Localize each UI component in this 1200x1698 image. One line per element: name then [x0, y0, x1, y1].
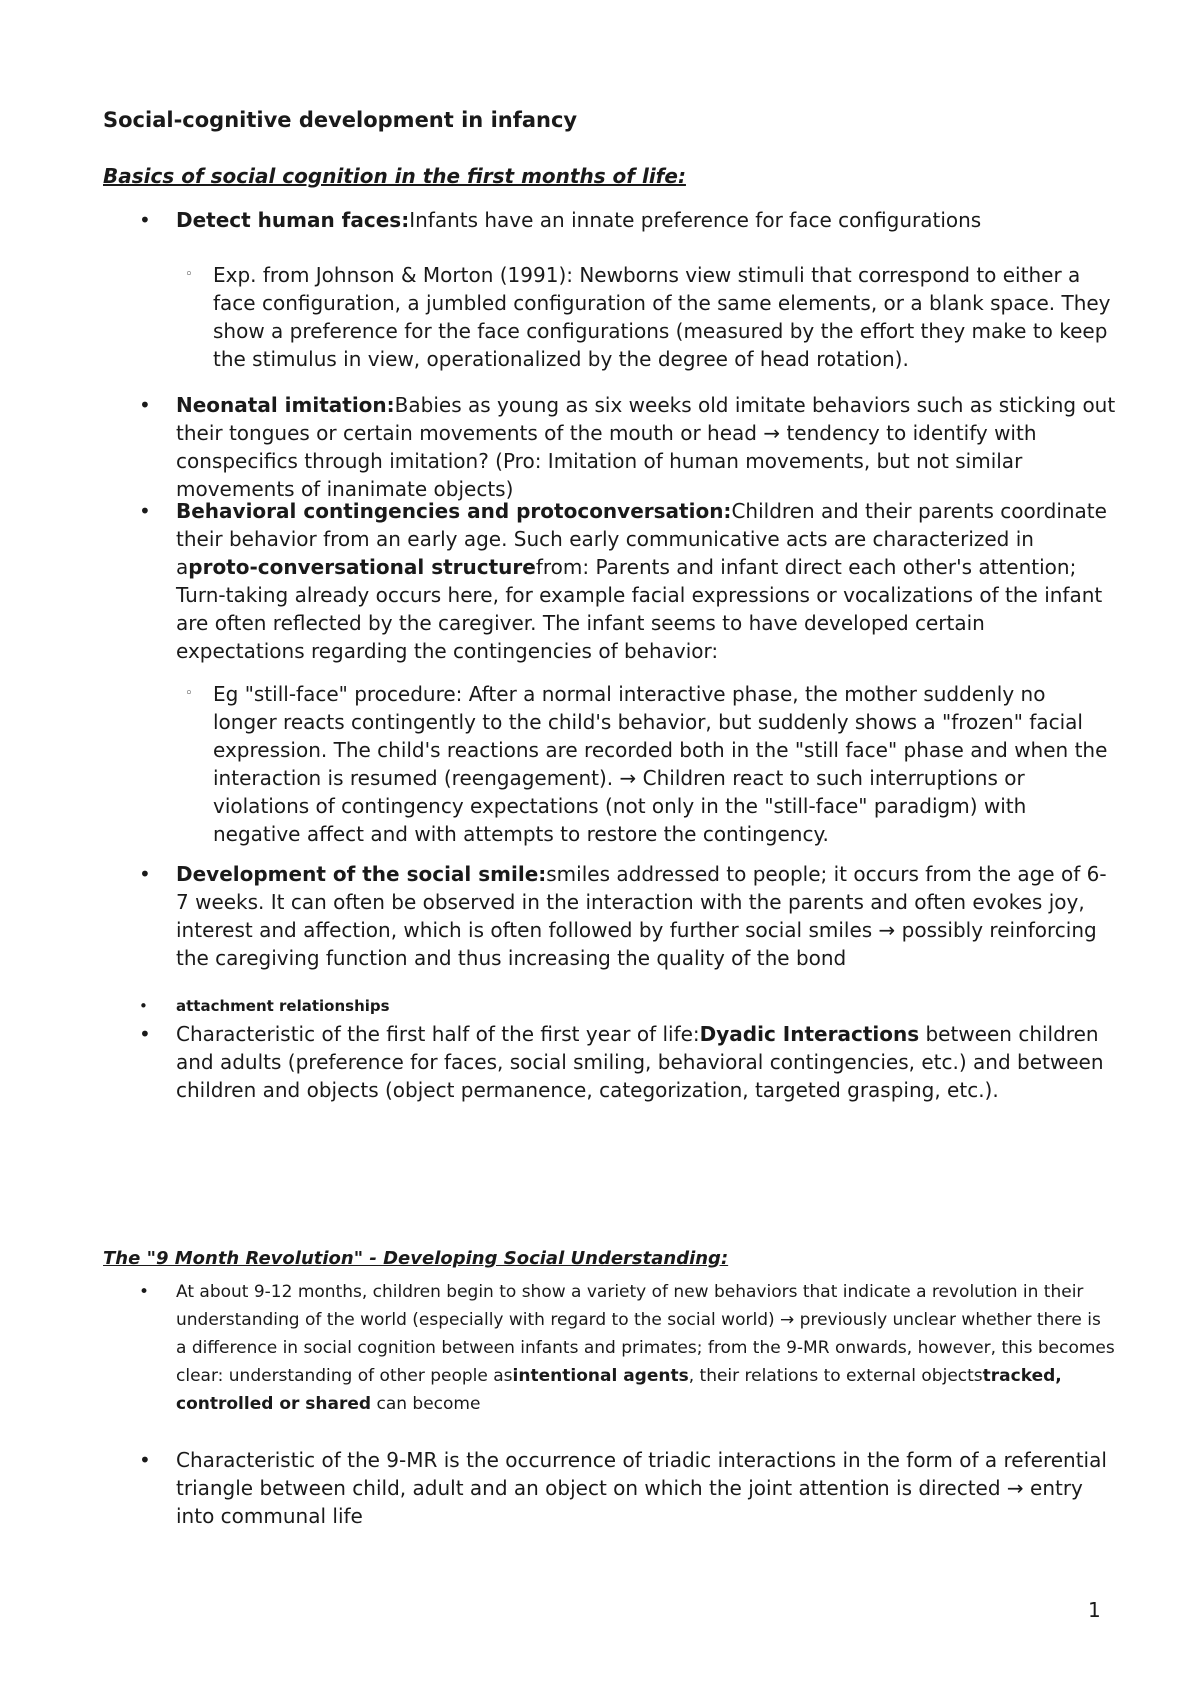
item-text: Children and their parents coordinate their behavior from an early age. Such early communicative acts are characterized in a	[176, 499, 1107, 579]
section-heading-basics: Basics of social cognition in the first months of life:	[103, 164, 686, 188]
item-text: from: Parents and infant direct each other's attention; Turn-taking already occurs here, for example facial expressions or vocalizations of the infant are often reflected by the caregiver. The infant seems to have developed certain expectations regarding the contingencies of behavior:	[176, 555, 1103, 663]
item-text: smiles addressed to people; it occurs from the age of 6-7 weeks. It can often be observed in the interaction with the parents and often evokes joy, interest and affection, which is often followed by further social smiles → possibly reinforcing the caregiving function and thus increasing the quality of the bond	[176, 862, 1107, 970]
sub-item-faces	[185, 261, 1113, 373]
page-title: Social-cognitive development in infancy	[103, 108, 578, 132]
sub-item-text: Eg "still-face" procedure: After a normal interactive phase, the mother suddenly no longer reacts contingently to the child's behavior, but suddenly shows a "frozen" facial expression. The child's reactions are recorded both in the "still face" phase and when the interaction is resumed (reengagement). → Children react to such interruptions or violations of contingency expectations (not only in the "still-face" paradigm) with negative affect and with attempts to restore the contingency.	[213, 682, 1108, 846]
sub-bullet: ◦	[185, 686, 193, 701]
item-text: At about 9-12 months, children begin to show a variety of new behaviors that indicate a revolution in their understanding of the world (especially with regard to the social world) → previously unclear whether there is a difference in social cognition between infants and primates; from the 9-MR onwards, however, this becomes clear: understanding of other people as	[176, 1282, 1115, 1386]
item-text: Infants have an innate preference for face configurations	[409, 208, 982, 232]
list-item-faces	[139, 206, 1116, 234]
list-item-attachment	[139, 992, 1116, 1020]
item-text: attachment relationships	[176, 997, 390, 1015]
sub-item-still-face	[185, 680, 1113, 848]
bullet: •	[139, 1448, 151, 1472]
item-label: Behavioral contingencies and protoconversation:	[176, 499, 732, 523]
bullet: •	[139, 862, 151, 886]
bullet: •	[139, 1282, 150, 1302]
list-item-triadic	[139, 1446, 1116, 1530]
list-item-revolution	[139, 1278, 1116, 1418]
sub-bullet: ◦	[185, 267, 193, 282]
section-heading-9-month-revolution: The "9 Month Revolution" - Developing Social Understanding:	[103, 1248, 729, 1269]
list-item-imitation	[139, 391, 1116, 503]
item-label: Development of the social smile:	[176, 862, 547, 886]
list-item-social-smile	[139, 860, 1116, 972]
item-label: Neonatal imitation:	[176, 393, 395, 417]
bullet: •	[139, 208, 151, 232]
item-bold: Dyadic Interactions	[699, 1022, 920, 1046]
bullet: •	[139, 499, 151, 523]
item-bold: proto-conversational structure	[188, 555, 536, 579]
list-item-dyadic	[139, 1020, 1116, 1104]
item-bold: intentional agents	[512, 1366, 689, 1386]
item-bold: tracked, controlled or shared	[176, 1366, 1062, 1414]
item-text: Characteristic of the 9-MR is the occurrence of triadic interactions in the form of a referential triangle between child, adult and an object on which the joint attention is directed → entry into communal life	[176, 1448, 1107, 1528]
item-text: , their relations to external objects	[688, 1366, 983, 1386]
bullet: •	[139, 393, 151, 417]
item-text: Babies as young as six weeks old imitate behaviors such as sticking out their tongues or certain movements of the mouth or head → tendency to identify with conspecifics through imitation? (Pro: Imitation of human movements, but not similar movements of inanimate objects)	[176, 393, 1116, 501]
item-label: Detect human faces:	[176, 208, 410, 232]
item-text: Characteristic of the first half of the first year of life:	[176, 1022, 700, 1046]
list-item-contingencies	[139, 497, 1116, 665]
item-text: can become	[371, 1394, 481, 1414]
page-number: 1	[1088, 1598, 1101, 1622]
item-text: between children and adults (preference for faces, social smiling, behavioral contingencies, etc.) and between children and objects (object permanence, categorization, targeted grasping, etc.).	[176, 1022, 1104, 1102]
bullet: •	[139, 1022, 151, 1046]
bullet: •	[139, 997, 148, 1015]
sub-item-text: Exp. from Johnson & Morton (1991): Newborns view stimuli that correspond to either a face configuration, a jumbled configuration of the same elements, or a blank space. They show a preference for the face configurations (measured by the effort they make to keep the stimulus in view, operationalized by the degree of head rotation).	[213, 263, 1111, 371]
